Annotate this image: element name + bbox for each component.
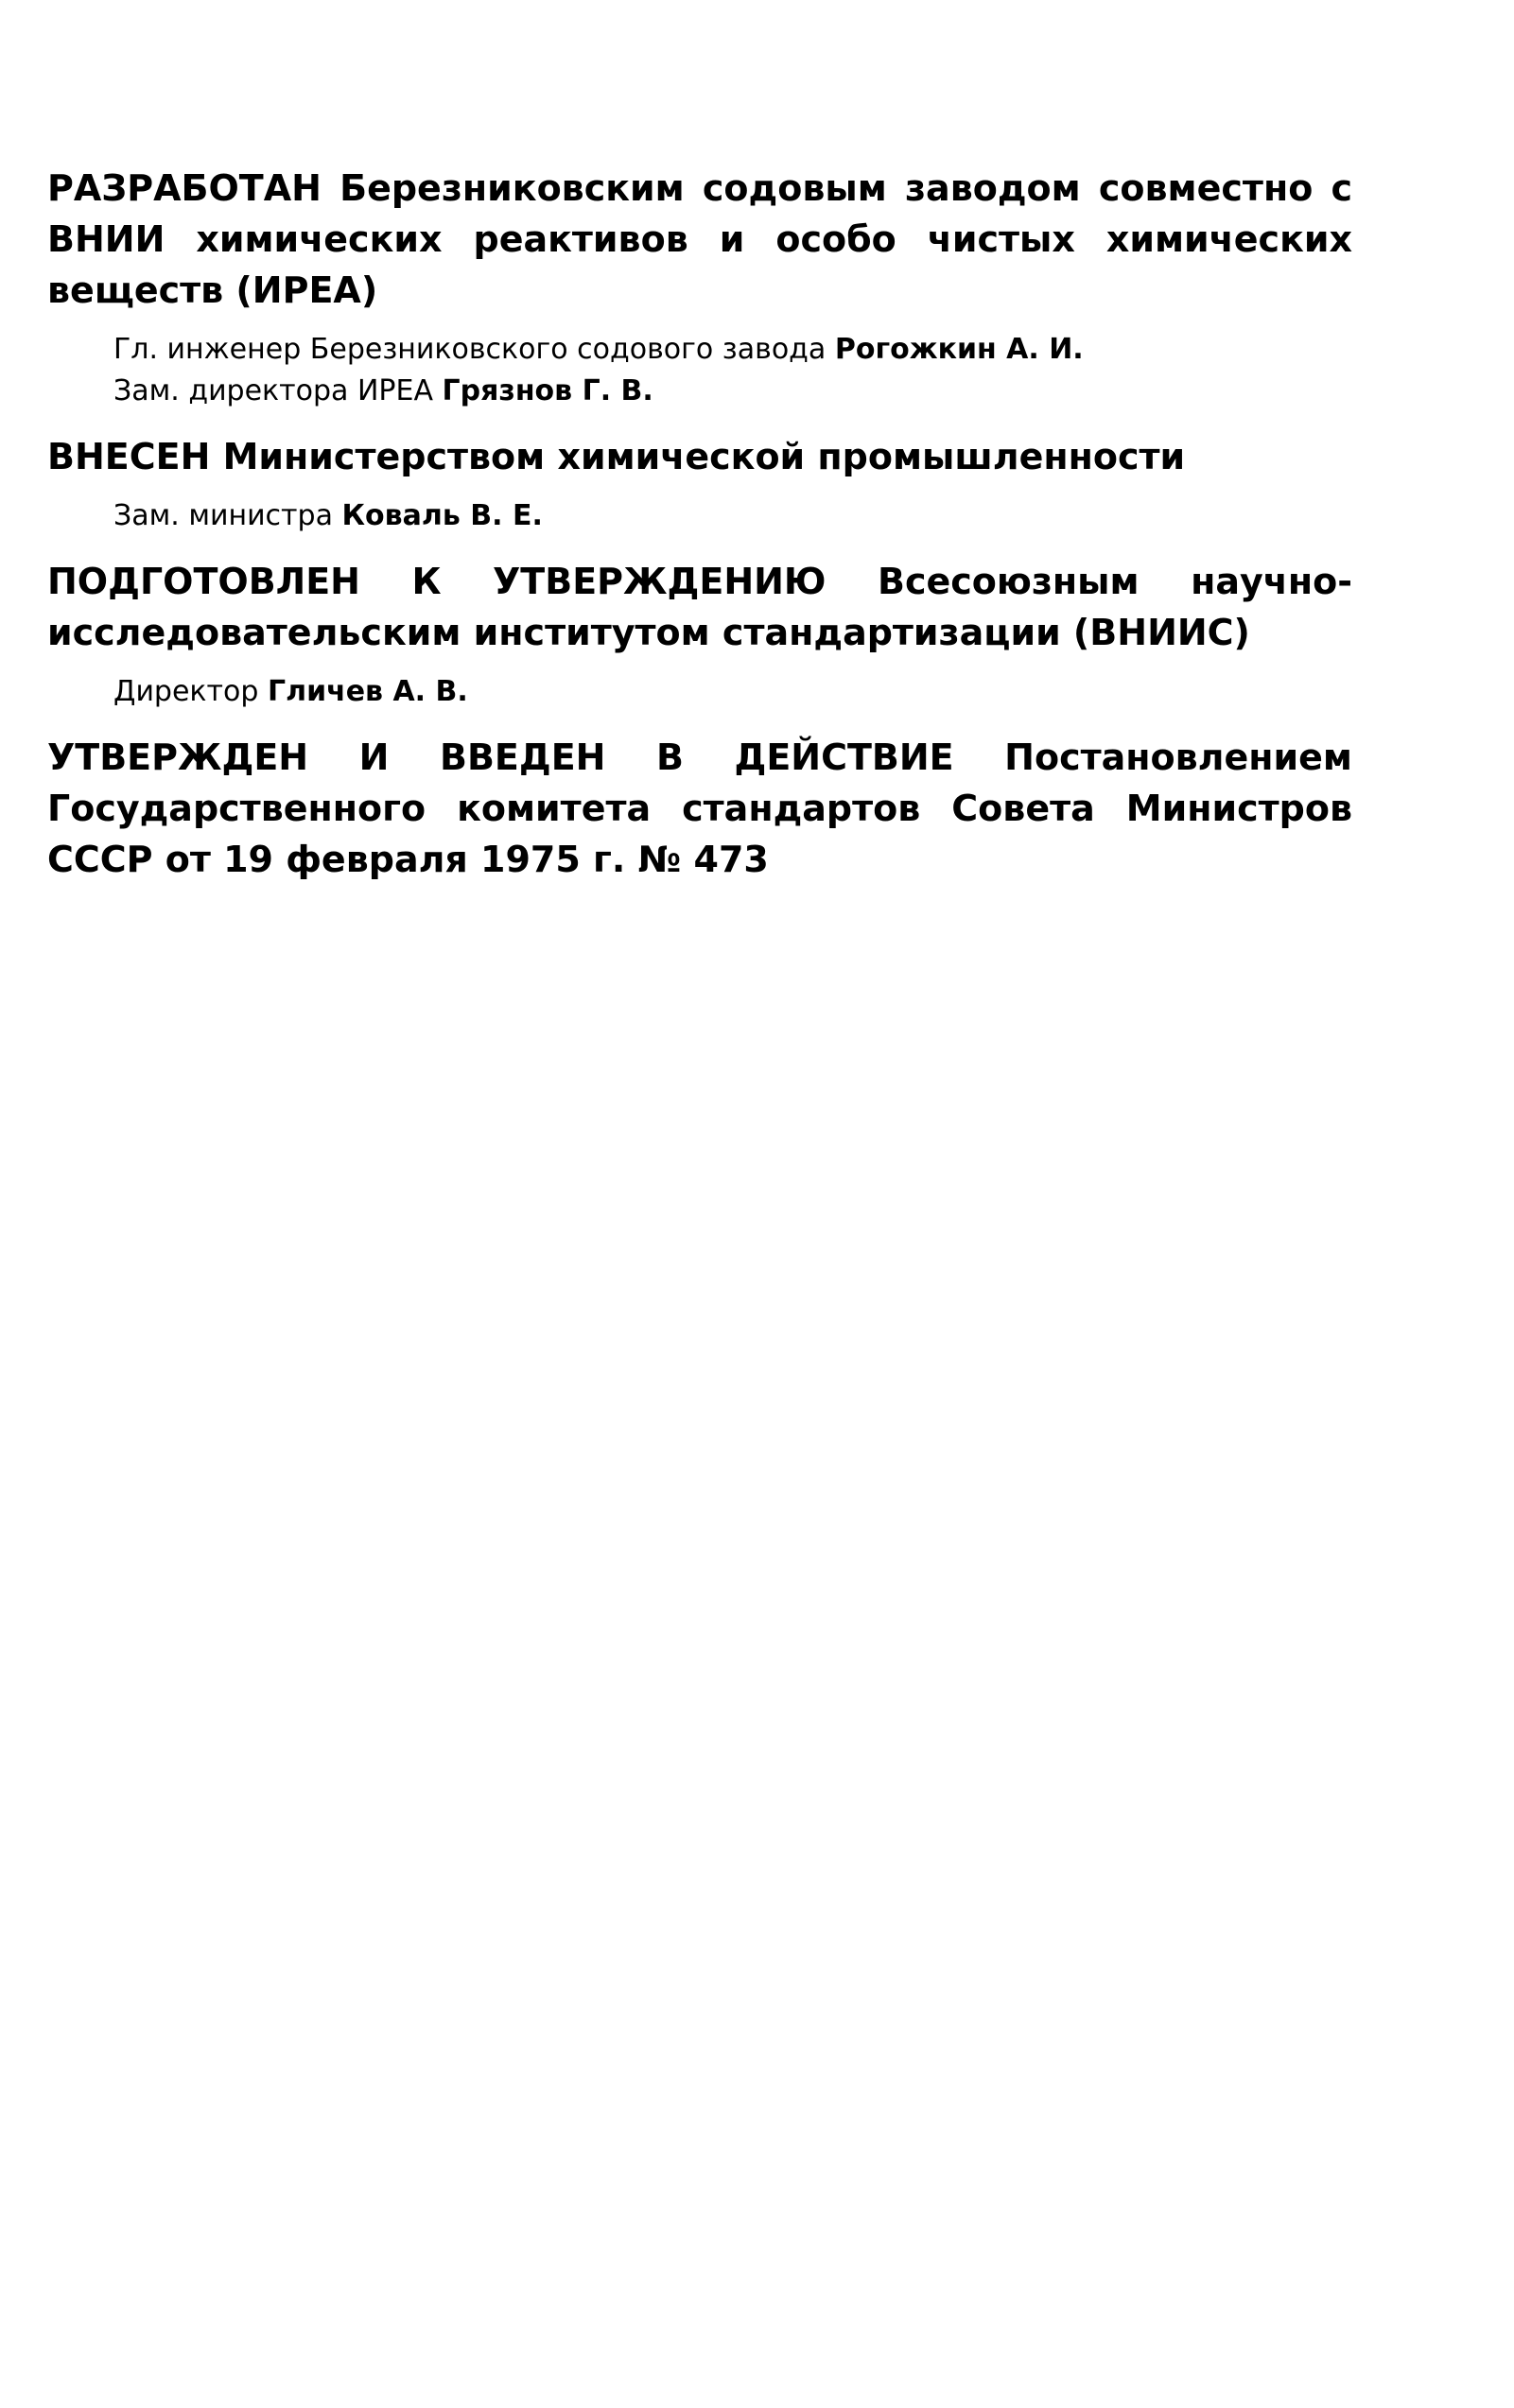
person-row — [113, 329, 1352, 371]
person-name: Коваль В. Е. — [341, 499, 543, 532]
document-page — [47, 163, 1352, 885]
section-prepared — [47, 556, 1352, 658]
person-role: Директор — [113, 675, 259, 708]
person-row — [113, 671, 1352, 713]
person-row — [113, 495, 1352, 537]
section-text: Березниковским содовым заводом совместно с ВНИИ химических реактивов и особо чистых химических веществ (ИРЕА) — [47, 167, 1352, 311]
section-persons — [113, 671, 1352, 713]
person-name: Грязнов Г. В. — [442, 374, 653, 407]
section-lead: ПОДГОТОВЛЕН К УТВЕРЖДЕНИЮ — [47, 561, 827, 602]
section-lead: РАЗРАБОТАН — [47, 167, 322, 209]
person-role: Зам. министра — [113, 499, 333, 532]
section-text: Министерством химической промышленности — [222, 436, 1186, 477]
section-persons — [113, 495, 1352, 537]
section-text: Всесоюзным научно-исследовательским институтом стандартизации (ВНИИС) — [47, 561, 1352, 653]
person-role: Гл. инженер Березниковского содового завода — [113, 333, 827, 366]
section-persons — [113, 329, 1352, 412]
section-introduced — [47, 431, 1352, 482]
person-row — [113, 371, 1352, 412]
person-name: Гличев А. В. — [267, 675, 468, 708]
section-approved — [47, 732, 1352, 885]
person-name: Рогожкин А. И. — [834, 333, 1084, 366]
person-role: Зам. директора ИРЕА — [113, 374, 433, 407]
section-developed — [47, 163, 1352, 316]
section-lead: ВНЕСЕН — [47, 436, 211, 477]
section-text: Постановлением Государственного комитета стандартов Совета Министров СССР от 19 февраля 1975 г. № 473 — [47, 736, 1352, 880]
section-lead: УТВЕРЖДЕН И ВВЕДЕН В ДЕЙСТВИЕ — [47, 736, 954, 778]
